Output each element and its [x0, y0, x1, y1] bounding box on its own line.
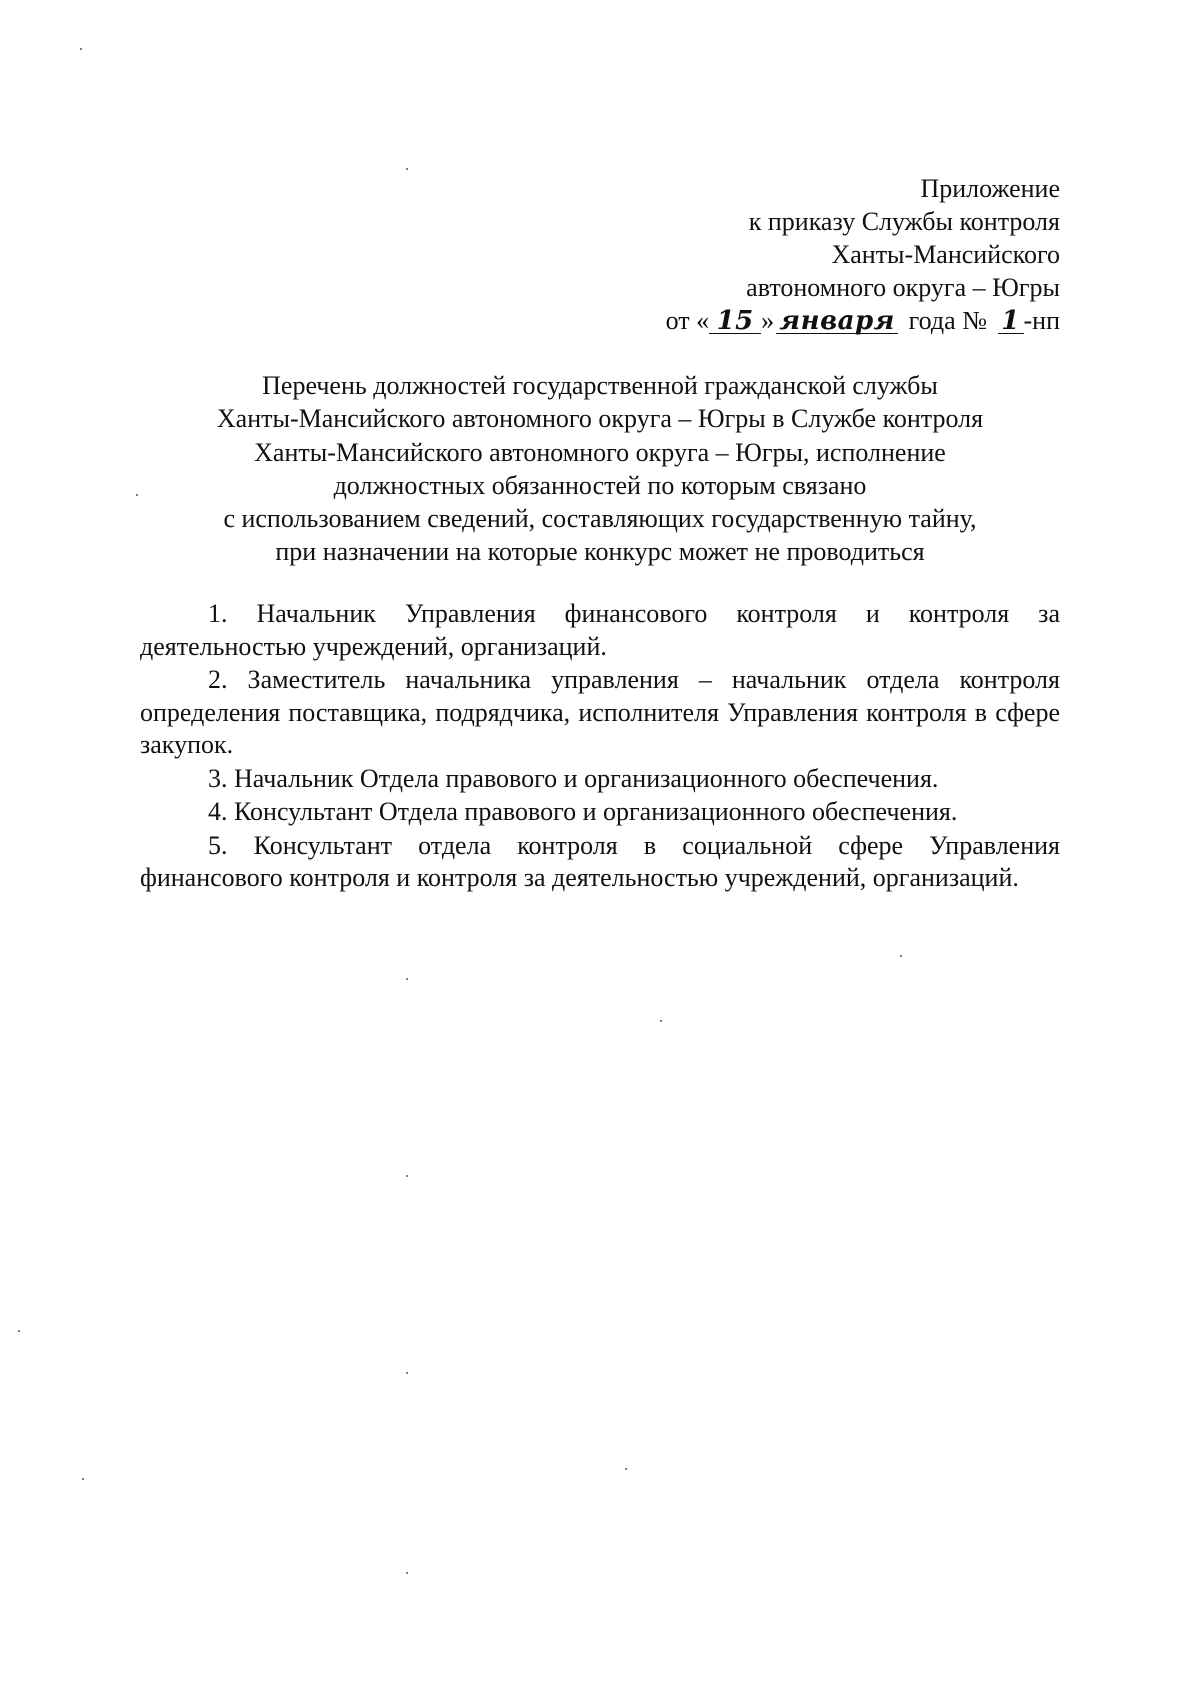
- handwritten-day: 15: [709, 309, 761, 334]
- list-item: 4. Консультант Отдела правового и организационного обеспечения.: [208, 797, 958, 826]
- title-line: Ханты-Мансийского автономного округа – Югры в Службе контроля: [216, 404, 984, 434]
- list-item: 1. Начальник Управления финансового контроля и контроля за деятельностью учреждений, организаций.: [140, 599, 1060, 661]
- date-prefix: от «: [665, 306, 710, 335]
- list-item: 2. Заместитель начальника управления – начальник отдела контроля определения поставщика, подрядчика, исполнителя Управления контроля в сфере закупок.: [140, 665, 1060, 759]
- title-line: должностных обязанностей по которым связано: [333, 470, 867, 500]
- list-item: 3. Начальник Отдела правового и организационного обеспечения.: [208, 763, 939, 793]
- scan-speck: [18, 1330, 20, 1332]
- scan-speck: [625, 1468, 627, 1470]
- appendix-label: Приложение: [920, 174, 1060, 203]
- scan-speck: [82, 1478, 84, 1480]
- scan-speck: [406, 978, 408, 980]
- handwritten-month: января: [776, 309, 898, 334]
- order-date-line: [460, 304, 1060, 337]
- date-year-text: года №: [902, 306, 994, 335]
- date-close: »: [761, 306, 775, 335]
- title-line: Ханты-Мансийского автономного округа – Югры, исполнение: [254, 437, 946, 467]
- scan-speck: [406, 1175, 408, 1177]
- scan-speck: [406, 168, 408, 170]
- title-line: с использованием сведений, составляющих государственную тайну,: [223, 504, 977, 534]
- appendix-header: [460, 172, 1060, 337]
- scan-speck: [406, 1572, 408, 1574]
- scan-speck: [660, 1020, 662, 1022]
- document-title: [140, 369, 1060, 569]
- organization-line-2: автономного округа – Югры: [746, 273, 1060, 302]
- order-suffix: -нп: [1023, 306, 1060, 335]
- organization-line-1: Ханты-Мансийского: [831, 240, 1060, 269]
- scan-speck: [900, 955, 902, 957]
- order-reference: к приказу Службы контроля: [748, 207, 1060, 236]
- scan-speck: [406, 1372, 408, 1374]
- title-line: Перечень должностей государственной гражданской службы: [262, 371, 938, 400]
- list-item: 5. Консультант отдела контроля в социальной сфере Управления финансового контроля и контроля за деятельностью учреждений, организаций.: [140, 830, 1060, 892]
- title-line: при назначении на которые конкурс может не проводиться: [275, 537, 925, 567]
- scan-speck: [136, 494, 138, 496]
- scan-speck: [80, 48, 82, 50]
- handwritten-order-number: 1: [998, 309, 1024, 334]
- positions-list: [140, 598, 1060, 896]
